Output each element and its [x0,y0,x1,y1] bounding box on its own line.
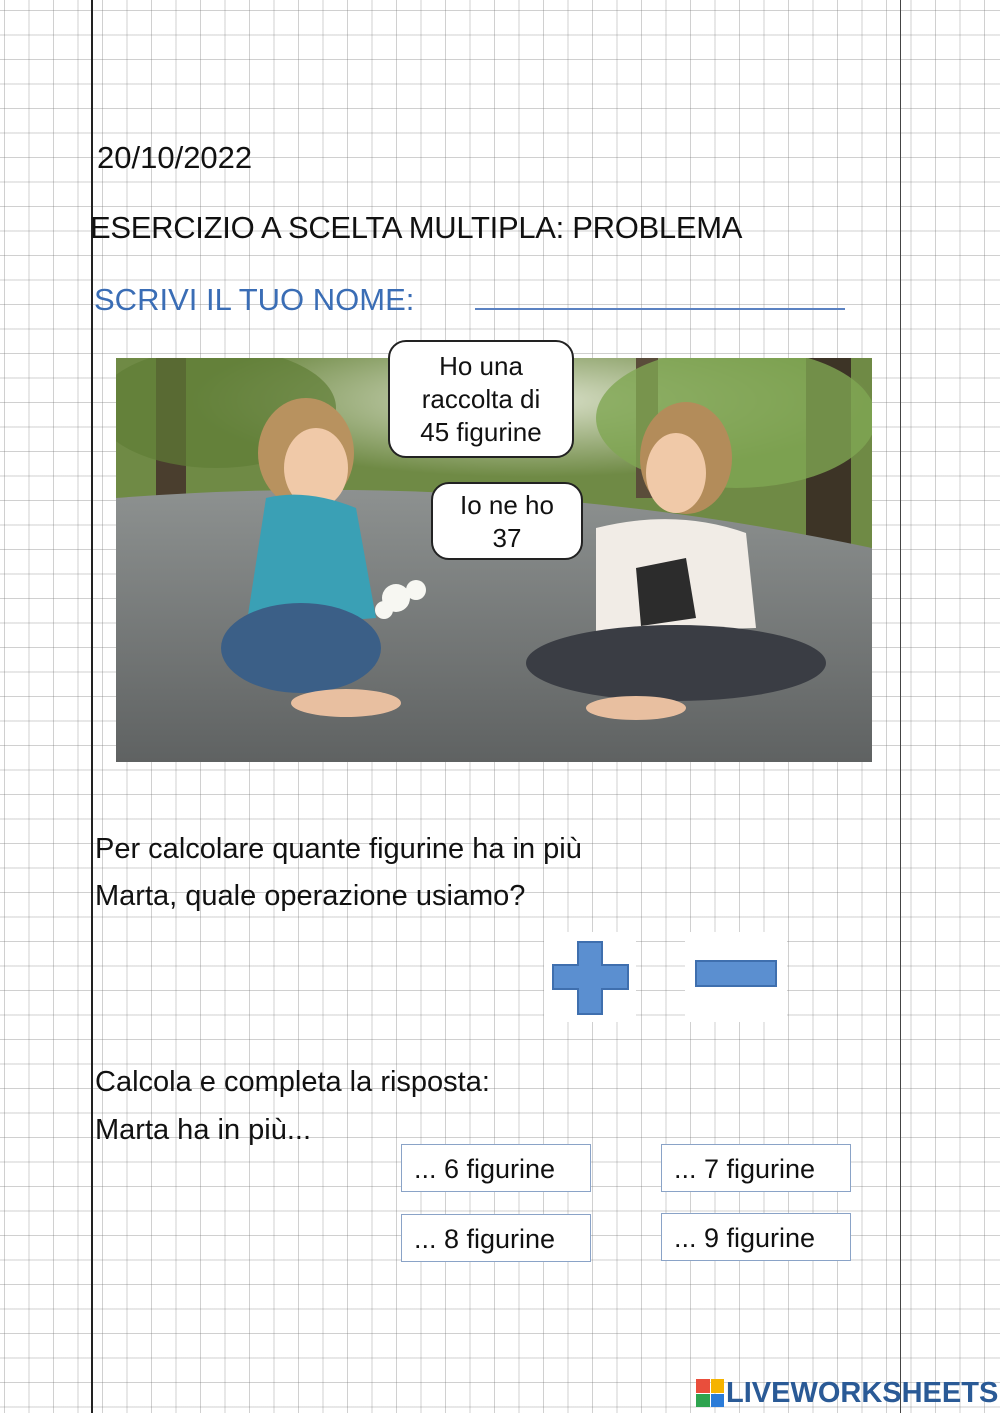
right-margin-line [900,0,901,1413]
speech-bubble-right [431,482,583,560]
name-input-line[interactable] [475,308,845,310]
minus-icon [685,932,787,1022]
minus-operation-button[interactable] [685,932,787,1022]
plus-icon [544,932,636,1022]
speech-bubble-left-text: Ho una raccolta di 45 figurine [420,351,542,447]
exercise-title: ESERCIZIO A SCELTA MULTIPLA: PROBLEMA [90,210,743,245]
choice-9-figurine[interactable]: ... 9 figurine [661,1213,851,1261]
speech-bubble-right-text: Io ne ho 37 [460,490,554,553]
question-text: Per calcolare quante figurine ha in più Marta, quale operazione usiamo? [95,833,582,912]
liveworksheets-brand [696,1378,998,1408]
plus-operation-button[interactable] [544,932,636,1022]
speech-bubble-left [388,340,574,458]
choice-8-figurine[interactable]: ... 8 figurine [401,1214,591,1262]
choice-7-figurine[interactable]: ... 7 figurine [661,1144,851,1192]
liveworksheets-logo-icon [696,1379,724,1407]
instruction-text: Calcola e completa la risposta: [95,1066,490,1098]
choice-6-figurine[interactable]: ... 6 figurine [401,1144,591,1192]
answer-prefix: Marta ha in più... [95,1114,311,1146]
name-label: SCRIVI IL TUO NOME: [94,282,415,317]
brand-text: LIVEWORKSHEETS [726,1376,999,1409]
date: 20/10/2022 [97,140,253,175]
